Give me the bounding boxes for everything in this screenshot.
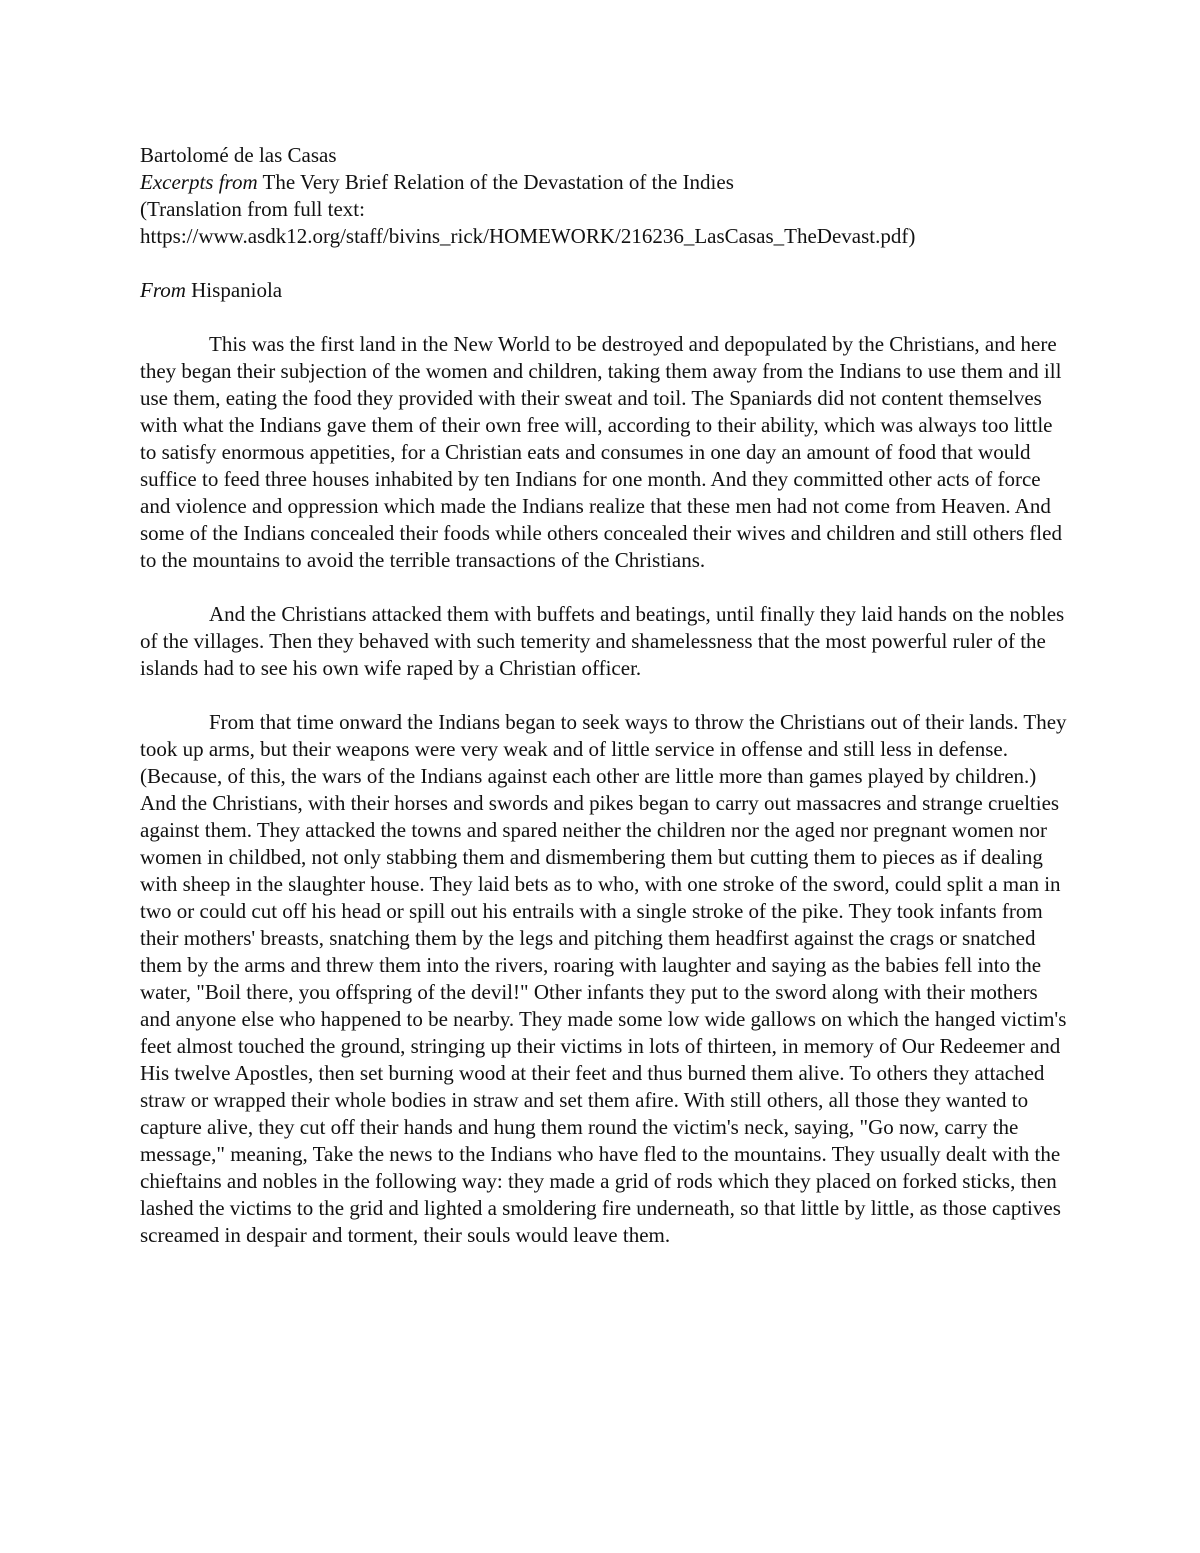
paragraph-1: This was the first land in the New World to be destroyed and depopulated by the Christians, and here they began their subjection of the women and children, taking them away from the Indians to use them and ill use them, eating the food they provided with their sweat and toil. The Spaniards did not content themselves with what the Indians gave them of their own free will, according to their ability, which was always too little to satisfy enormous appetities, for a Christian eats and consumes in one day an amount of food that would suffice to feed three houses inhabited by ten Indians for one month. And they committed other acts of force and violence and oppression which made the Indians realize that these men had not come from Heaven. And some of the Indians concealed their foods while others concealed their wives and children and still others fled to the mountains to avoid the terrible transactions of the Christians. bbox=[140, 332, 1062, 572]
document-title: The Very Brief Relation of the Devastation of the Indies bbox=[257, 170, 734, 194]
section-heading bbox=[140, 277, 1070, 304]
title-line bbox=[140, 169, 1070, 196]
paragraph-2: And the Christians attacked them with buffets and beatings, until finally they laid hands on the nobles of the villages. Then they behaved with such temerity and shamelessness that the most powerful ruler of the islands had to see his own wife raped by a Christian officer. bbox=[140, 602, 1065, 680]
translation-note: (Translation from full text: bbox=[140, 197, 365, 221]
paragraph-3: From that time onward the Indians began to seek ways to throw the Christians out of their lands. They took up arms, but their weapons were very weak and of little service in offense and still less in defense. (Because, of this, the wars of the Indians against each other are little more than games played by children.) And the Christians, with their horses and swords and pikes began to carry out massacres and strange cruelties against them. They attacked the towns and spared neither the children nor the aged nor pregnant women nor women in childbed, not only stabbing them and dismembering them but cutting them to pieces as if dealing with sheep in the slaughter house. They laid bets as to who, with one stroke of the sword, could split a man in two or could cut off his head or spill out his entrails with a single stroke of the pike. They took infants from their mothers' breasts, snatching them by the legs and pitching them headfirst against the crags or snatched them by the arms and threw them into the rivers, roaring with laughter and saying as the babies fell into the water, "Boil there, you offspring of the devil!" Other infants they put to the sword along with their mothers and anyone else who happened to be nearby. They made some low wide gallows on which the hanged victim's feet almost touched the ground, stringing up their victims in lots of thirteen, in memory of Our Redeemer and His twelve Apostles, then set burning wood at their feet and thus burned them alive. To others they attached straw or wrapped their whole bodies in straw and set them afire. With still others, all those they wanted to capture alive, they cut off their hands and hung them round the victim's neck, saying, "Go now, carry the message," meaning, Take the news to the Indians who have fled to the mountains. They usually dealt with the chieftains and nobles in the following way: they made a grid of rods which they placed on forked sticks, then lashed the victims to the grid and lighted a smoldering fire underneath, so that little by little, as those captives screamed in despair and torment, their souls would leave them. bbox=[140, 710, 1067, 1247]
document-page bbox=[140, 142, 1070, 1249]
source-url: https://www.asdk12.org/staff/bivins_rick/HOMEWORK/216236_LasCasas_TheDevast.pdf) bbox=[140, 224, 916, 248]
section-prefix: From bbox=[140, 278, 186, 302]
author-line: Bartolomé de las Casas bbox=[140, 143, 337, 167]
section-name: Hispaniola bbox=[185, 278, 283, 302]
title-prefix: Excerpts from bbox=[140, 170, 258, 194]
